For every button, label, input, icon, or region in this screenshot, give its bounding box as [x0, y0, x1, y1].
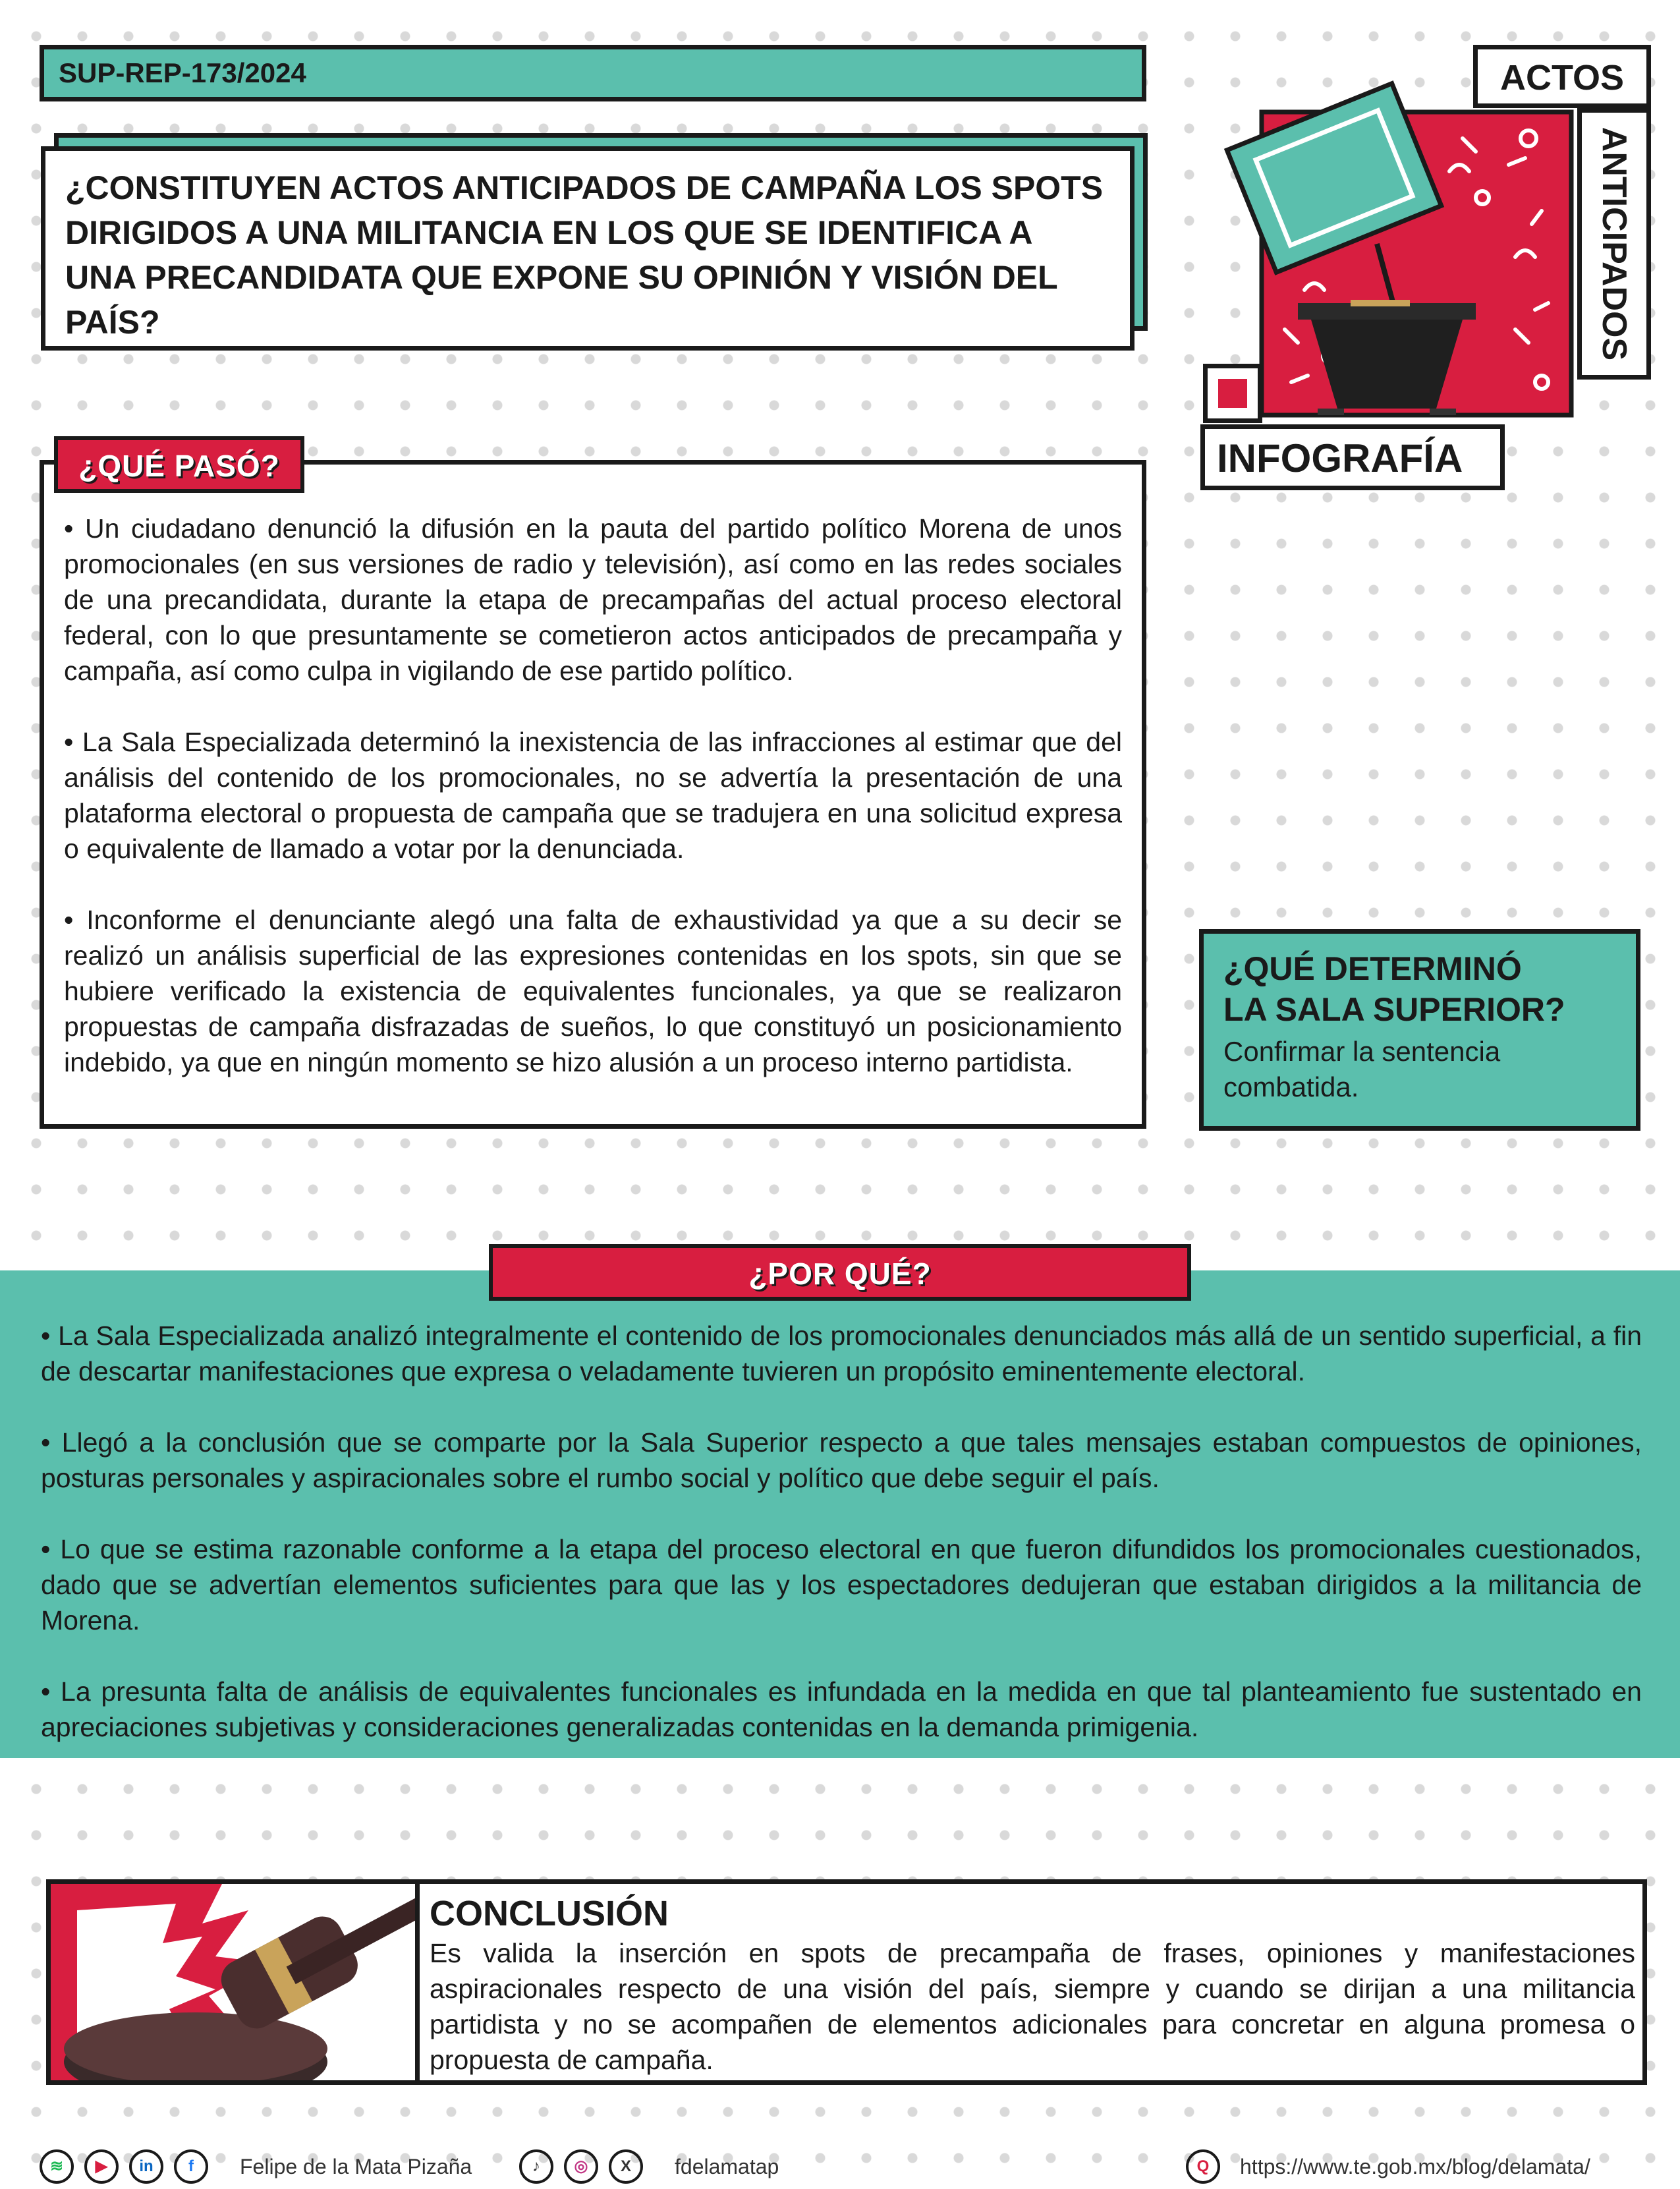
- determino-title: [1223, 948, 1616, 1030]
- spotify-icon[interactable]: ≋: [40, 2149, 74, 2184]
- instagram-icon[interactable]: ◎: [564, 2149, 598, 2184]
- label-anticipados-text: ANTICIPADOS: [1595, 127, 1633, 361]
- que-paso-paragraph: • La Sala Especializada determinó la inexistencia de las infracciones al estimar que del análisis del contenido de los promocionales, no se advertía la presentación de una plataforma electoral o propuesta de campaña que se tradujera en una solicitud expresa o equivalente de llamado a votar por la denunciada.: [64, 727, 1122, 864]
- que-paso-title: ¿QUÉ PASÓ?: [54, 436, 304, 493]
- case-number: SUP-REP-173/2024: [40, 45, 1146, 101]
- conclusion-box: [46, 1879, 1647, 2085]
- conclusion-text: Es valida la inserción en spots de precampaña de frases, opiniones y manifestaciones aspiracionales respecto de una visión del país, siempre y cuando se dirijan a una militancia partidista y no se acompañen de elementos adicionales para concretar en alguna promesa o propuesta de campaña.: [430, 1938, 1635, 2075]
- label-actos: ACTOS: [1473, 45, 1651, 108]
- x-icon[interactable]: X: [609, 2149, 643, 2184]
- por-que-text: [41, 1318, 1642, 1780]
- main-question: ¿CONSTITUYEN ACTOS ANTICIPADOS DE CAMPAÑA LOS SPOTS DIRIGIDOS A UNA MILITANCIA EN LOS QUE SE IDENTIFICA A UNA PRECANDIDATA QUE EXPONE SU OPINIÓN Y VISIÓN DEL PAÍS?: [41, 146, 1134, 351]
- youtube-icon[interactable]: ▶: [84, 2149, 119, 2184]
- conclusion-title: CONCLUSIÓN: [430, 1894, 669, 1933]
- por-que-paragraph: • Llegó a la conclusión que se comparte por la Sala Superior respecto a que tales mensajes estaban compuestos de opiniones, posturas personales y aspiracionales sobre el rumbo social y político que debe seguir el país.: [41, 1427, 1642, 1493]
- footer-url[interactable]: https://www.te.gob.mx/blog/delamata/: [1240, 2155, 1590, 2178]
- por-que-paragraph: • Lo que se estima razonable conforme a la etapa del proceso electoral en que fueron difundidos los promocionales cuestionados, dado que se advertían elementos suficientes para que las y los espectadores dedujeran que estaban dirigidos a la militancia de Morena.: [41, 1534, 1642, 1635]
- web-icon[interactable]: Q: [1186, 2149, 1220, 2184]
- footer-name: Felipe de la Mata Pizaña: [240, 2155, 472, 2178]
- determino-box: [1199, 929, 1640, 1131]
- label-infografia: INFOGRAFÍA: [1200, 424, 1505, 490]
- determino-title-line1: ¿QUÉ DETERMINÓ: [1223, 950, 1522, 987]
- tiktok-icon[interactable]: ♪: [519, 2149, 553, 2184]
- determino-text: Confirmar la sentencia combatida.: [1223, 1036, 1501, 1102]
- red-square-decoration: [1203, 364, 1262, 423]
- gavel-icon: [51, 1884, 415, 2080]
- que-paso-box: [40, 460, 1146, 1129]
- linkedin-icon[interactable]: in: [129, 2149, 163, 2184]
- por-que-title: ¿POR QUÉ?: [489, 1244, 1191, 1301]
- facebook-icon[interactable]: f: [174, 2149, 208, 2184]
- por-que-paragraph: • La Sala Especializada analizó integralmente el contenido de los promocionales denunciados más allá de un sentido superficial, a fin de descartar manifestaciones que expresa o veladamente tuvieren un propósito eminentemente electoral.: [41, 1321, 1642, 1386]
- label-anticipados: [1577, 108, 1651, 380]
- determino-title-line2: LA SALA SUPERIOR?: [1223, 991, 1565, 1028]
- por-que-paragraph: • La presunta falta de análisis de equivalentes funcionales es infundada en la medida en que tal planteamiento fue sustentado en apreciaciones subjetivas y consideraciones generalizadas contenidas en la demanda primigenia.: [41, 1676, 1642, 1742]
- footer: [40, 2149, 1647, 2189]
- footer-handle: fdelamatap: [675, 2155, 779, 2178]
- que-paso-paragraph: • Un ciudadano denunció la difusión en la pauta del partido político Morena de unos promocionales (en sus versiones de radio y televisión), así como en las redes sociales de una precandidata, durante la etapa de precampañas del actual proceso electoral federal, con lo que presuntamente se cometieron actos anticipados de precampaña y campaña, así como culpa in vigilando de ese partido político.: [64, 513, 1122, 686]
- que-paso-paragraph: • Inconforme el denunciante alegó una falta de exhaustividad ya que a su decir se realizó un análisis superficial de las expresiones contenidas en los spots, sin que se hubiere verificado la existencia de equivalentes funcionales, ya que se realizaron propuestas de campaña disfrazadas de sueños, lo que constituyó un posicionamiento indebido, ya que en ningún momento se hizo alusión a un proceso interno partidista.: [64, 905, 1122, 1077]
- gavel-illustration: [51, 1884, 420, 2080]
